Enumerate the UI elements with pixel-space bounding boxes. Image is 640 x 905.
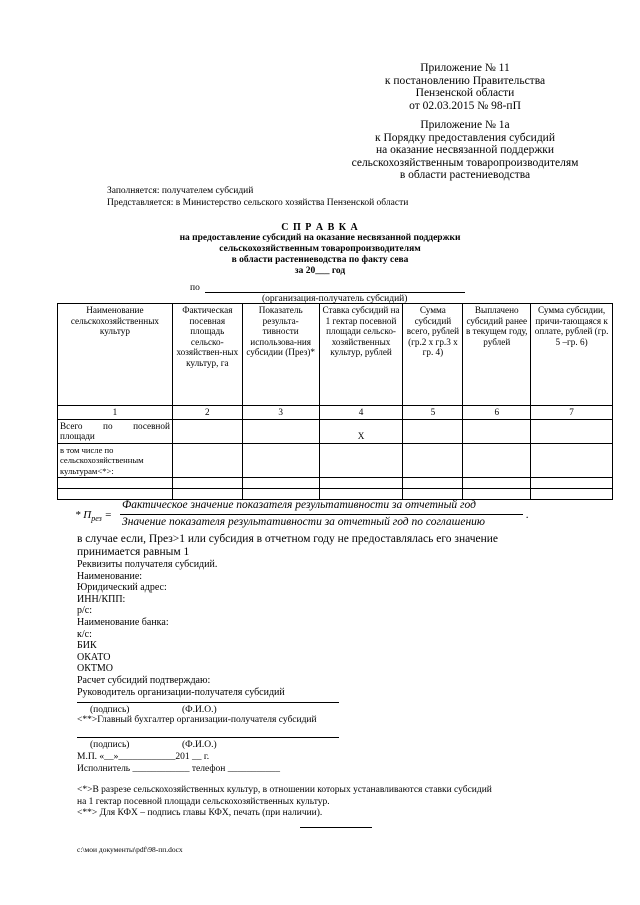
requisite-line: БИК	[77, 640, 97, 652]
signature-line	[77, 737, 339, 738]
table-cell[interactable]	[463, 443, 531, 478]
formula-prefix: * $П_{рез}$ =	[75, 509, 112, 524]
requisite-line: Юридический адрес:	[77, 582, 167, 594]
appendix-line: к Порядку предоставления субсидий	[375, 131, 555, 144]
filled-by: Заполняется: получателем субсидий	[107, 186, 254, 196]
note-line: в случае если, През>1 или субсидия в отчетном году не предоставлялась его значение	[77, 533, 499, 545]
col-number: 5	[403, 406, 463, 420]
table-cell[interactable]	[172, 419, 242, 443]
col-number: 4	[319, 406, 403, 420]
title-line: сельскохозяйственным товаропроизводителям	[219, 244, 421, 254]
table-cell[interactable]	[242, 419, 319, 443]
table-row-incl	[58, 443, 613, 478]
footnote-2: <**> Для КФХ – подпись главы КФХ, печать (при наличии).	[77, 808, 323, 818]
mp-date: М.П. «__»____________201 __ г.	[77, 752, 210, 762]
table-cell[interactable]	[403, 443, 463, 478]
requisite-line: Реквизиты получателя субсидий.	[77, 559, 218, 570]
appendix-line: Приложение № 11	[420, 62, 510, 74]
table-cell[interactable]	[531, 443, 613, 478]
table-cell[interactable]	[463, 489, 531, 500]
note-text	[77, 533, 498, 559]
signature-line	[77, 702, 339, 703]
sign-caption: (подпись)	[90, 740, 130, 750]
org-underline	[205, 292, 465, 293]
appendix-line: Пензенской области	[415, 87, 515, 99]
col-header: Фактическая посевная площадь сельско-хозяйствен-ных культур, га	[172, 304, 242, 406]
fio-caption: (Ф.И.О.)	[182, 705, 217, 715]
fraction-bar	[120, 514, 523, 515]
requisite-line: р/с:	[77, 605, 92, 617]
table-cell[interactable]	[58, 489, 173, 500]
col-header: Выплачено субсидий ранее в текущем году, рублей	[463, 304, 531, 406]
executor-line: Исполнитель ____________ телефон ___________	[77, 764, 280, 774]
requisite-line: Наименование банка:	[77, 616, 169, 628]
table-cell[interactable]	[172, 443, 242, 478]
table-row-empty	[58, 489, 613, 500]
table-cell[interactable]	[531, 478, 613, 489]
title-line: в области растениеводства по факту сева	[231, 255, 409, 265]
requisite-line: ОКАТО	[77, 651, 111, 663]
requisite-line: ОКТМО	[77, 663, 113, 675]
appendix-line: от 02.03.2015 № 98-пП	[409, 99, 521, 112]
col-header: Наименование сельскохозяйственных культур	[58, 304, 173, 406]
table-cell[interactable]	[403, 419, 463, 443]
org-caption: (организация-получатель субсидий)	[262, 294, 408, 304]
subsidy-table	[57, 303, 613, 500]
appendix-line: к постановлению Правительства	[384, 74, 546, 87]
col-number: 6	[463, 406, 531, 420]
col-number: 3	[242, 406, 319, 420]
appendix-line: Приложение № 1а	[420, 119, 510, 131]
table-cell[interactable]	[403, 478, 463, 489]
note-line: принимается равным 1	[77, 546, 190, 558]
col-header: Сумма субсидий всего, рублей (гр.2 х гр.3 х гр. 4)	[403, 304, 463, 406]
footer-rule	[300, 827, 372, 828]
table-cell[interactable]	[319, 443, 403, 478]
table-cell[interactable]	[463, 419, 531, 443]
table-row-total	[58, 419, 613, 443]
footnote-1-cont: на 1 гектар посевной площади сельскохозяйственных культур.	[77, 797, 330, 807]
document-title	[130, 222, 510, 277]
row-mark: Х	[319, 419, 403, 443]
appendix-line: сельскохозяйственным товаропроизводителям	[351, 156, 579, 169]
appendix-line: в области растениеводства	[399, 169, 531, 181]
table-cell[interactable]	[531, 419, 613, 443]
col-number: 7	[531, 406, 613, 420]
table-cell[interactable]	[319, 478, 403, 489]
formula-numerator: Фактическое значение показателя результативности за отчетный год	[122, 499, 476, 511]
accountant-label: <**>Главный бухгалтер организации-получателя субсидий	[77, 715, 317, 725]
table-cell[interactable]	[58, 478, 173, 489]
requisite-line: ИНН/КПП:	[77, 593, 126, 605]
table-row-empty	[58, 478, 613, 489]
title-line: на предоставление субсидий на оказание несвязанной поддержки	[179, 233, 461, 243]
row-label: в том числе по сельскохозяйственным культурам<*>:	[58, 443, 173, 478]
col-header: Ставка субсидий на 1 гектар посевной площади сельско-хозяйственных культур, рублей	[319, 304, 403, 406]
requisite-line: Руководитель организации-получателя субсидий	[77, 686, 285, 698]
table-cell[interactable]	[531, 489, 613, 500]
footnote-1: <*>В разрезе сельскохозяйственных культур, в отношении которых устанавливаются ставки субсидий	[77, 785, 492, 795]
table-cell[interactable]	[172, 489, 242, 500]
appendix-line: на оказание несвязанной поддержки	[375, 144, 555, 156]
col-header: Показатель результа-тивности использова-ния субсидии (През)*	[242, 304, 319, 406]
submitted-to: Представляется: в Министерство сельского хозяйства Пензенской области	[107, 198, 409, 208]
col-header: Сумма субсидии, причи-тающаяся к оплате, рублей (гр. 5 –гр. 6)	[531, 304, 613, 406]
requisite-line: Наименование:	[77, 570, 143, 582]
appendix-header	[330, 62, 600, 182]
row-label: Всего по посевной площади	[58, 419, 173, 443]
formula-denominator: Значение показателя результативности за отчетный год по соглашению	[122, 516, 486, 528]
requisites	[77, 559, 285, 698]
table-cell[interactable]	[242, 443, 319, 478]
col-number: 1	[58, 406, 173, 420]
table-cell[interactable]	[242, 489, 319, 500]
sign-caption: (подпись)	[90, 705, 130, 715]
table-number-row	[58, 406, 613, 420]
table-cell[interactable]	[172, 478, 242, 489]
title-line: за 20___ год	[294, 266, 346, 276]
table-cell[interactable]	[403, 489, 463, 500]
col-number: 2	[172, 406, 242, 420]
requisite-line: к/с:	[77, 628, 92, 640]
requisite-line: Расчет субсидий подтверждаю:	[77, 674, 211, 686]
table-header-row	[58, 304, 613, 406]
table-cell[interactable]	[242, 478, 319, 489]
table-cell[interactable]	[463, 478, 531, 489]
table-cell[interactable]	[319, 489, 403, 500]
file-path: c:\мои документы\pdf\98-пп.docx	[77, 845, 183, 854]
fio-caption: (Ф.И.О.)	[182, 740, 217, 750]
title-main: С П Р А В К А	[281, 222, 359, 233]
by-label: по	[190, 283, 200, 293]
